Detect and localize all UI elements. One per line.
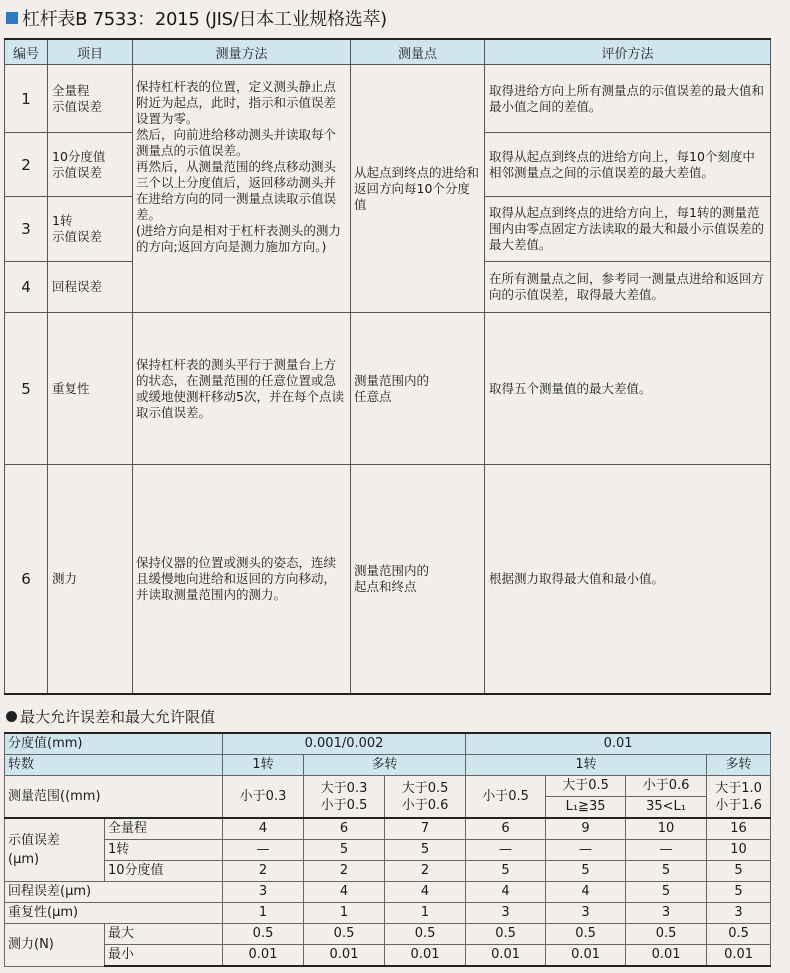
value-cell: 10 [707, 840, 771, 861]
row-eval: 取得进给方向上所有测量点的示值误差的最大值和最小值之间的差值。 [485, 65, 771, 133]
repeatability-label: 重复性(μm) [5, 903, 223, 924]
error-name: 1转 [105, 840, 223, 861]
value-cell: 0.01 [223, 945, 304, 967]
value-cell: 9 [546, 818, 626, 840]
row-item: 回程误差 [48, 262, 133, 313]
header-item: 项目 [48, 39, 133, 65]
range-5b: L₁≧35 [546, 797, 626, 819]
rev-1b: 1转 [466, 755, 707, 776]
value-cell: 4 [466, 882, 546, 903]
row-item: 10分度值 示值误差 [48, 133, 133, 197]
section-subtitle-text: 最大允许误差和最大允许限值 [20, 708, 216, 726]
division-label: 分度值(mm) [5, 733, 223, 755]
value-cell: 3 [466, 903, 546, 924]
range-label: 测量范围((mm) [5, 776, 223, 819]
header-eval: 评价方法 [485, 39, 771, 65]
range-5a: 大于0.5 [546, 776, 626, 797]
row-num: 6 [5, 465, 48, 694]
row-point-shared: 从起点到终点的进给和返回方向每10个分度值 [351, 65, 485, 313]
value-cell: 5 [466, 861, 546, 882]
value-cell: 1 [385, 903, 466, 924]
row-num: 5 [5, 313, 48, 465]
value-cell: 0.5 [546, 924, 626, 945]
value-cell: — [223, 840, 304, 861]
value-cell: — [546, 840, 626, 861]
force-name: 最小 [105, 945, 223, 967]
page-title [6, 4, 387, 32]
value-cell: 5 [304, 840, 385, 861]
range-2: 大于0.3 小于0.5 [304, 776, 385, 819]
table-row [5, 313, 771, 465]
row-num: 4 [5, 262, 48, 313]
row-eval: 取得五个测量值的最大差值。 [485, 313, 771, 465]
row-point: 测量范围内的 任意点 [351, 313, 485, 465]
row-eval: 取得从起点到终点的进给方向上，每1转的测量范围内由零点固定方法读取的最大和最小示值误差的最大差值。 [485, 197, 771, 262]
value-cell: 2 [385, 861, 466, 882]
row-num: 3 [5, 197, 48, 262]
row-item: 测力 [48, 465, 133, 694]
value-cell: 0.01 [626, 945, 707, 967]
value-cell: 4 [546, 882, 626, 903]
value-cell: 0.01 [546, 945, 626, 967]
value-cell: 0.5 [385, 924, 466, 945]
division-b: 0.01 [466, 733, 771, 755]
value-cell: 7 [385, 818, 466, 840]
row-method: 保持杠杆表的测头平行于测量台上方的状态，在测量范围的任意位置或急或缓地使测杆移动5次，并在每个点读取示值误差。 [133, 313, 351, 465]
error-row [5, 818, 771, 840]
hysteresis-row [5, 882, 771, 903]
row-eval: 取得从起点到终点的进给方向上，每10个刻度中相邻测量点之间的示值误差的最大差值。 [485, 133, 771, 197]
row-method: 保持仪器的位置或测头的姿态，连续且缓慢地向进给和返回的方向移动，并读取测量范围内的测力。 [133, 465, 351, 694]
error-row [5, 840, 771, 861]
value-cell: 3 [546, 903, 626, 924]
error-name: 全量程 [105, 818, 223, 840]
value-cell: 0.01 [385, 945, 466, 967]
value-cell: 0.5 [466, 924, 546, 945]
table-header-row [5, 39, 771, 65]
revolution-label: 转数 [5, 755, 223, 776]
row-num: 2 [5, 133, 48, 197]
value-cell: 2 [223, 861, 304, 882]
row-eval: 根据测力取得最大值和最小值。 [485, 465, 771, 694]
error-name: 10分度值 [105, 861, 223, 882]
value-cell: 10 [626, 818, 707, 840]
value-cell: 5 [707, 861, 771, 882]
range-row [5, 776, 771, 797]
value-cell: 1 [223, 903, 304, 924]
value-cell: 5 [626, 882, 707, 903]
value-cell: 1 [304, 903, 385, 924]
header-point: 测量点 [351, 39, 485, 65]
value-cell: — [626, 840, 707, 861]
range-4: 小于0.5 [466, 776, 546, 819]
value-cell: 5 [385, 840, 466, 861]
row-point: 测量范围内的 起点和终点 [351, 465, 485, 694]
value-cell: 4 [385, 882, 466, 903]
hysteresis-label: 回程误差(μm) [5, 882, 223, 903]
value-cell: 16 [707, 818, 771, 840]
header-method: 测量方法 [133, 39, 351, 65]
value-cell: 0.5 [304, 924, 385, 945]
value-cell: 0.5 [626, 924, 707, 945]
table-row [5, 65, 771, 133]
section-subtitle [6, 706, 215, 727]
header-num: 编号 [5, 39, 48, 65]
value-cell: 5 [546, 861, 626, 882]
value-cell: 4 [223, 818, 304, 840]
error-row [5, 861, 771, 882]
rev-multi-b: 多转 [707, 755, 771, 776]
value-cell: 6 [466, 818, 546, 840]
row-num: 1 [5, 65, 48, 133]
force-row [5, 924, 771, 945]
value-cell: 0.01 [466, 945, 546, 967]
force-name: 最大 [105, 924, 223, 945]
value-cell: 0.01 [707, 945, 771, 967]
value-cell: 3 [626, 903, 707, 924]
value-cell: 2 [304, 861, 385, 882]
rev-1: 1转 [223, 755, 304, 776]
revolution-row [5, 755, 771, 776]
row-method-shared: 保持杠杆表的位置，定义测头静止点附近为起点，此时，指示和示值误差设置为零。 然后，向前进给移动测头并读取每个测量点的示值误差。 再然后，从测量范围的终点移动测头三个以上分度值后，返回移动测头并在进给方向的同一测量点读取示值误差。 (进给方向是相对于杠杆表测头的测力的方向;返回方向是测力施加方向。) [133, 65, 351, 313]
value-cell: 0.01 [304, 945, 385, 967]
rev-multi: 多转 [304, 755, 466, 776]
row-item: 1转 示值误差 [48, 197, 133, 262]
limits-table [4, 732, 771, 967]
row-item: 全量程 示值误差 [48, 65, 133, 133]
page-title-text: 杠杆表B 7533：2015 (JIS/日本工业规格选萃) [22, 9, 387, 30]
value-cell: 6 [304, 818, 385, 840]
range-6b: 35<L₁ [626, 797, 707, 819]
division-row [5, 733, 771, 755]
value-cell: 3 [707, 903, 771, 924]
value-cell: 4 [304, 882, 385, 903]
range-1: 小于0.3 [223, 776, 304, 819]
force-row [5, 945, 771, 967]
row-eval: 在所有测量点之间，参考同一测量点进给和返回方向的示值误差，取得最大差值。 [485, 262, 771, 313]
test-methods-table [4, 38, 771, 695]
error-label: 示值误差 (μm) [5, 818, 105, 882]
range-3: 大于0.5 小于0.6 [385, 776, 466, 819]
row-item: 重复性 [48, 313, 133, 465]
value-cell: 5 [626, 861, 707, 882]
value-cell: 0.5 [223, 924, 304, 945]
value-cell: 0.5 [707, 924, 771, 945]
value-cell: — [466, 840, 546, 861]
bullet-dot-icon [6, 711, 17, 722]
repeatability-row [5, 903, 771, 924]
division-a: 0.001/0.002 [223, 733, 466, 755]
range-7: 大于1.0 小于1.6 [707, 776, 771, 819]
value-cell: 5 [707, 882, 771, 903]
table-row [5, 465, 771, 694]
range-6a: 小于0.6 [626, 776, 707, 797]
blue-square-icon [6, 12, 18, 24]
value-cell: 3 [223, 882, 304, 903]
force-label: 测力(N) [5, 924, 105, 967]
